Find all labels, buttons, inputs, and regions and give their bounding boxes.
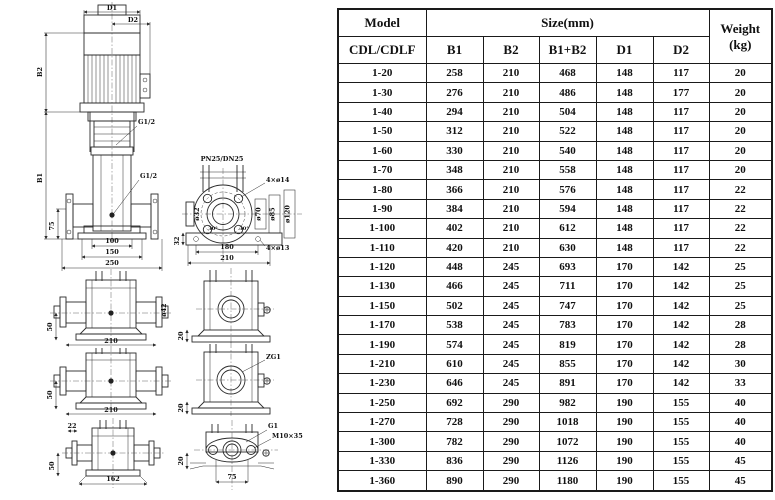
label-pn25: PN25/DN25 [200,155,244,163]
label-d70: ø70 [254,207,263,221]
value-cell: 486 [539,83,596,102]
value-cell: 245 [483,296,539,315]
value-cell: 190 [596,432,653,451]
base-side-view-3 [177,420,303,490]
value-cell: 28 [709,335,772,354]
model-cell: 1-300 [338,432,426,451]
model-cell: 1-270 [338,413,426,432]
base-view-3 [48,418,164,488]
value-cell: 20 [709,122,772,141]
table-row [338,277,772,296]
value-cell: 33 [709,374,772,393]
value-cell: 142 [653,316,709,335]
label-zg1: ZG1 [266,353,281,361]
base-side-view-2 [177,342,281,416]
dim-label-100: 100 [105,237,119,245]
dim-label-v1-210: 210 [104,337,118,345]
value-cell: 20 [709,102,772,121]
dim-label-v3-22: 22 [67,422,77,430]
table-row [338,374,772,393]
header-col-d1: D1 [596,37,653,64]
model-cell: 1-250 [338,393,426,412]
value-cell: 170 [596,257,653,276]
value-cell: 448 [426,257,483,276]
value-cell: 982 [539,393,596,412]
header-col-b2: B2 [483,37,539,64]
dimension-table [337,8,773,492]
value-cell: 148 [596,102,653,121]
value-cell: 170 [596,277,653,296]
value-cell: 210 [483,238,539,257]
label-d42: ø42 [160,303,168,317]
base-view-1 [46,269,172,346]
table-row [338,432,772,451]
value-cell: 142 [653,277,709,296]
value-cell: 170 [596,354,653,373]
model-cell: 1-170 [338,316,426,335]
value-cell: 210 [483,122,539,141]
table-row [338,180,772,199]
dim-label-180: 180 [220,243,234,251]
table-row [338,296,772,315]
value-cell: 155 [653,451,709,470]
model-cell: 1-50 [338,122,426,141]
dim-label-150: 150 [105,248,119,256]
header-model-series: CDL/CDLF [338,37,426,64]
value-cell: 466 [426,277,483,296]
value-cell: 117 [653,180,709,199]
value-cell: 576 [539,180,596,199]
drain-port [109,212,114,217]
model-cell: 1-80 [338,180,426,199]
model-cell: 1-120 [338,257,426,276]
dim-label-250: 250 [105,259,119,267]
value-cell: 210 [483,83,539,102]
label-30deg-left: 30° [208,226,218,232]
header-col-b1: B1 [426,37,483,64]
dim-label-d2: D2 [127,16,139,24]
dim-label-b1: B1 [36,172,44,184]
value-cell: 728 [426,413,483,432]
value-cell: 117 [653,64,709,83]
value-cell: 855 [539,354,596,373]
value-cell: 594 [539,199,596,218]
label-g12-port: G1/2 [140,172,157,180]
model-cell: 1-150 [338,296,426,315]
value-cell: 1180 [539,471,596,491]
value-cell: 538 [426,316,483,335]
table-row [338,122,772,141]
value-cell: 155 [653,393,709,412]
model-cell: 1-230 [338,374,426,393]
model-cell: 1-20 [338,64,426,83]
model-cell: 1-360 [338,471,426,491]
value-cell: 117 [653,141,709,160]
value-cell: 290 [483,432,539,451]
label-m10x35: M10×35 [272,432,303,440]
value-cell: 610 [426,354,483,373]
value-cell: 22 [709,238,772,257]
value-cell: 330 [426,141,483,160]
table-row [338,393,772,412]
value-cell: 142 [653,257,709,276]
value-cell: 245 [483,316,539,335]
value-cell: 148 [596,199,653,218]
value-cell: 170 [596,335,653,354]
value-cell: 747 [539,296,596,315]
model-cell: 1-130 [338,277,426,296]
table-row [338,335,772,354]
value-cell: 210 [483,64,539,83]
value-cell: 276 [426,83,483,102]
dimension-table-wrap [337,8,771,492]
base-side-view-1 [177,268,274,344]
value-cell: 540 [539,141,596,160]
value-cell: 245 [483,374,539,393]
value-cell: 348 [426,160,483,179]
value-cell: 783 [539,316,596,335]
dim-label-v2-210: 210 [104,406,118,414]
value-cell: 1126 [539,451,596,470]
value-cell: 148 [596,160,653,179]
label-g12-head: G1/2 [138,118,155,126]
dim-label-s3-75: 75 [227,473,237,481]
value-cell: 45 [709,451,772,470]
value-cell: 630 [539,238,596,257]
dim-label-s1-20: 20 [177,331,185,341]
table-row [338,141,772,160]
table-row [338,160,772,179]
value-cell: 28 [709,316,772,335]
value-cell: 245 [483,335,539,354]
dim-label-210: 210 [220,254,234,262]
value-cell: 646 [426,374,483,393]
dim-label-d1: D1 [106,4,118,12]
header-weight-line1: Weight [720,20,761,36]
header-col-d2: D2 [653,37,709,64]
front-view [36,2,162,271]
header-weight [709,9,772,64]
value-cell: 190 [596,413,653,432]
value-cell: 148 [596,141,653,160]
value-cell: 502 [426,296,483,315]
value-cell: 258 [426,64,483,83]
value-cell: 891 [539,374,596,393]
value-cell: 782 [426,432,483,451]
header-weight-line2: (kg) [729,36,752,52]
value-cell: 40 [709,432,772,451]
label-4xd13: 4×ø13 [266,244,290,252]
base-view-2 [46,346,172,414]
label-4xd14: 4×ø14 [266,176,290,184]
dim-label-v3-162: 162 [106,475,120,483]
value-cell: 245 [483,354,539,373]
dim-label-v3-50: 50 [48,461,56,471]
value-cell: 210 [483,180,539,199]
model-cell: 1-330 [338,451,426,470]
value-cell: 148 [596,83,653,102]
value-cell: 366 [426,180,483,199]
value-cell: 692 [426,393,483,412]
value-cell: 711 [539,277,596,296]
value-cell: 245 [483,257,539,276]
value-cell: 170 [596,374,653,393]
model-cell: 1-70 [338,160,426,179]
table-row [338,257,772,276]
value-cell: 558 [539,160,596,179]
dim-label-v1-50: 50 [46,322,54,332]
value-cell: 148 [596,64,653,83]
value-cell: 1072 [539,432,596,451]
value-cell: 40 [709,393,772,412]
value-cell: 290 [483,393,539,412]
value-cell: 142 [653,335,709,354]
terminal-box [140,74,150,98]
value-cell: 25 [709,257,772,276]
value-cell: 30 [709,354,772,373]
value-cell: 420 [426,238,483,257]
value-cell: 819 [539,335,596,354]
value-cell: 117 [653,160,709,179]
value-cell: 177 [653,83,709,102]
value-cell: 836 [426,451,483,470]
value-cell: 290 [483,471,539,491]
table-row [338,413,772,432]
dim-label-s2-20: 20 [177,403,185,413]
value-cell: 294 [426,102,483,121]
model-cell: 1-60 [338,141,426,160]
value-cell: 148 [596,122,653,141]
value-cell: 25 [709,296,772,315]
flange-detail-view [173,155,302,266]
table-row [338,316,772,335]
header-size: Size(mm) [426,9,709,37]
value-cell: 522 [539,122,596,141]
table-row [338,354,772,373]
label-d85: ø85 [268,207,277,221]
value-cell: 210 [483,160,539,179]
value-cell: 148 [596,238,653,257]
value-cell: 22 [709,199,772,218]
dim-label-v2-50: 50 [46,390,54,400]
model-cell: 1-110 [338,238,426,257]
value-cell: 210 [483,102,539,121]
value-cell: 117 [653,238,709,257]
value-cell: 190 [596,451,653,470]
value-cell: 25 [709,277,772,296]
value-cell: 117 [653,219,709,238]
value-cell: 693 [539,257,596,276]
value-cell: 1018 [539,413,596,432]
value-cell: 20 [709,83,772,102]
value-cell: 468 [539,64,596,83]
value-cell: 20 [709,160,772,179]
value-cell: 155 [653,413,709,432]
value-cell: 210 [483,219,539,238]
value-cell: 170 [596,296,653,315]
value-cell: 190 [596,471,653,491]
header-col-b1b2: B1+B2 [539,37,596,64]
table-row [338,219,772,238]
value-cell: 574 [426,335,483,354]
value-cell: 612 [539,219,596,238]
table-row [338,471,772,491]
dim-label-75: 75 [48,221,56,231]
dim-label-b2: B2 [36,66,44,78]
value-cell: 890 [426,471,483,491]
header-model: Model [338,9,426,37]
label-g1: G1 [268,422,279,430]
value-cell: 155 [653,432,709,451]
model-cell: 1-90 [338,199,426,218]
value-cell: 170 [596,316,653,335]
model-cell: 1-40 [338,102,426,121]
table-row [338,83,772,102]
table-row [338,238,772,257]
value-cell: 190 [596,393,653,412]
value-cell: 22 [709,219,772,238]
value-cell: 22 [709,180,772,199]
value-cell: 210 [483,199,539,218]
label-30deg-right: 30° [239,226,249,232]
value-cell: 290 [483,451,539,470]
value-cell: 117 [653,102,709,121]
value-cell: 40 [709,413,772,432]
value-cell: 210 [483,141,539,160]
value-cell: 20 [709,141,772,160]
dim-label-s3-20: 20 [177,456,185,466]
value-cell: 45 [709,471,772,491]
value-cell: 245 [483,277,539,296]
table-row [338,102,772,121]
value-cell: 312 [426,122,483,141]
table-row [338,451,772,470]
model-cell: 1-190 [338,335,426,354]
table-body [338,64,772,492]
value-cell: 155 [653,471,709,491]
value-cell: 384 [426,199,483,218]
value-cell: 117 [653,199,709,218]
value-cell: 117 [653,122,709,141]
value-cell: 504 [539,102,596,121]
value-cell: 148 [596,180,653,199]
table-row [338,64,772,83]
pump-dimension-drawing [0,0,335,500]
model-cell: 1-30 [338,83,426,102]
dim-label-32: 32 [173,236,181,246]
value-cell: 148 [596,219,653,238]
value-cell: 142 [653,296,709,315]
label-d120: ø120 [283,205,292,223]
model-cell: 1-210 [338,354,426,373]
value-cell: 142 [653,374,709,393]
value-cell: 402 [426,219,483,238]
label-d32: ø32 [193,207,201,221]
value-cell: 142 [653,354,709,373]
model-cell: 1-100 [338,219,426,238]
table-row [338,199,772,218]
value-cell: 290 [483,413,539,432]
value-cell: 20 [709,64,772,83]
